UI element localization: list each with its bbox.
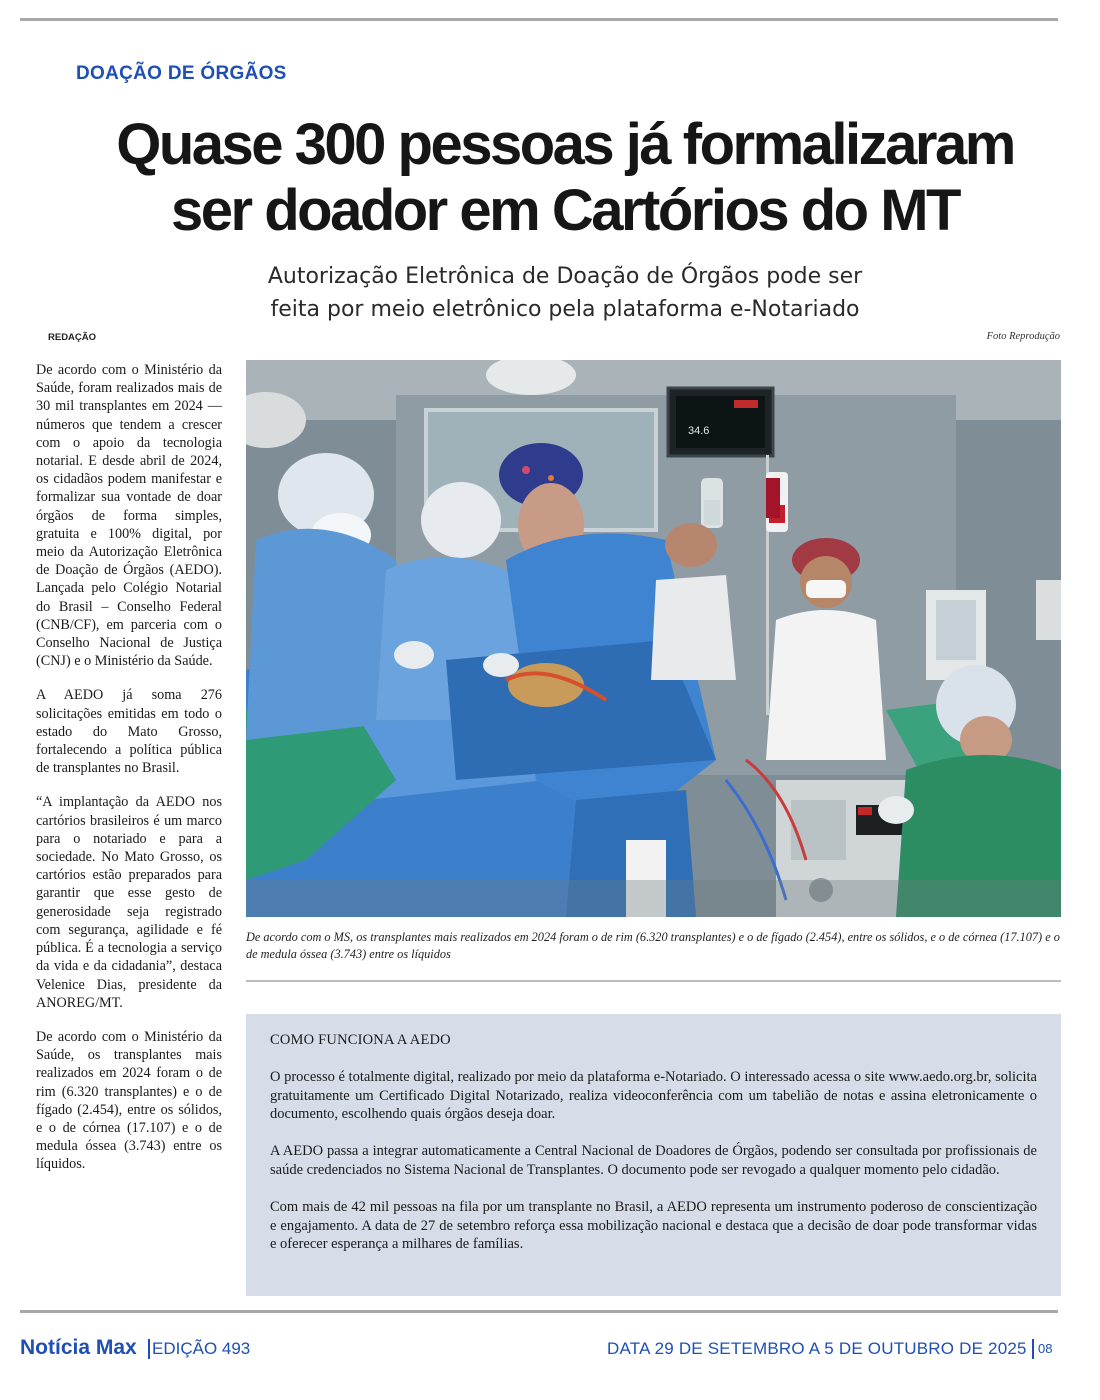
edition-date: DATA 29 DE SETEMBRO A 5 DE OUTUBRO DE 2025	[607, 1339, 1027, 1358]
caption-divider	[246, 980, 1061, 982]
info-box-title: COMO FUNCIONA A AEDO	[270, 1032, 451, 1048]
edition-number: EDIÇÃO 493	[152, 1339, 251, 1358]
footer-separator	[148, 1339, 150, 1359]
headline-line-2: ser doador em Cartórios do MT	[171, 178, 959, 243]
subtitle-line-1: Autorização Eletrônica de Doação de Órgãos pode ser	[267, 264, 863, 289]
body-paragraph: De acordo com o Ministério da Saúde, os transplantes mais realizados em 2024 foram o de rim (6.320 transplantes) e o de fígado (2.454), entre os sólidos, e o de córnea (17.107) e o de medula óssea (3.743) entre os líquidos.	[36, 1028, 222, 1173]
section-label: DOAÇÃO DE ÓRGÃOS	[76, 63, 287, 84]
body-paragraph: De acordo com o Ministério da Saúde, foram realizados mais de 30 mil transplantes em 2024 — números que tendem a crescer com o apoio da tecnologia notarial. E desde abril de 2024, os cidadãos podem manifestar e formalizar sua vontade de doar órgãos de forma simples, gratuita e 100% digital, por meio da Autorização Eletrônica de Doação de Órgãos (AEDO). Lançada pelo Colégio Notarial do Brasil – Conselho Federal (CNB/CF), em parceria com o Conselho Nacional de Justiça (CNJ) e o Ministério da Saúde.	[36, 362, 222, 670]
publication-name: Notícia Max	[20, 1336, 137, 1359]
bottom-divider	[20, 1310, 1058, 1313]
photo-caption: De acordo com o MS, os transplantes mais realizados em 2024 foram o de rim (6.320 transplantes) e o de fígado (2.454), entre os sólidos, e o de córnea (17.107) e o de medula óssea (3.743) entre os líquidos	[246, 930, 1060, 961]
body-paragraph: A AEDO já soma 276 solicitações emitidas em todo o estado do Mato Grosso, fortalecendo a política pública de transplantes no Brasil.	[36, 687, 222, 777]
subtitle-line-2: feita por meio eletrônico pela plataforma e-Notariado	[270, 297, 860, 322]
subtitle	[100, 260, 1030, 326]
photo-credit: Foto Reprodução	[986, 331, 1060, 342]
info-box-paragraph: Com mais de 42 mil pessoas na fila por um transplante no Brasil, a AEDO representa um instrumento poderoso de conscientização e engajamento. A data de 27 de setembro reforça essa mobilização nacional e destaca que a decisão de doar pode transformar vidas e oferecer esperança a milhares de famílias.	[270, 1198, 1037, 1253]
info-box	[246, 1014, 1061, 1296]
page-number: 08	[1038, 1341, 1053, 1356]
info-box-paragraph: A AEDO passa a integrar automaticamente a Central Nacional de Doadores de Órgãos, podendo ser consultada por profissionais de saúde credenciados no Sistema Nacional de Transplantes. O documento pode ser revogado a qualquer momento pelo cidadão.	[270, 1143, 1037, 1178]
surgery-photo	[246, 360, 1061, 917]
info-box-paragraph: O processo é totalmente digital, realizado por meio da plataforma e-Notariado. O interessado acessa o site www.aedo.org.br, solicita gratuitamente um Certificado Digital Notarizado, realiza videoconferência com um tabelião de notas e assina eletronicamente o documento, escolhendo quais órgãos deseja doar.	[270, 1068, 1037, 1123]
article-body	[36, 361, 222, 1190]
footer-separator	[1032, 1339, 1034, 1359]
top-divider	[20, 18, 1058, 21]
headline-line-1: Quase 300 pessoas já formalizaram	[116, 112, 1014, 177]
monitor-readout: 34.6	[688, 425, 710, 437]
byline: REDAÇÃO	[48, 332, 97, 343]
surgery-photo-illustration	[246, 360, 1061, 917]
body-paragraph: “A implantação da AEDO nos cartórios brasileiros é um marco para o notariado e para a sociedade. No Mato Grosso, os cartórios estão preparados para garantir que esse gesto de generosidade seja registrado com segurança, agilidade e fé pública. É a tecnologia a serviço da vida e da cidadania”, destaca Velenice Dias, presidente da ANOREG/MT.	[36, 794, 222, 1011]
